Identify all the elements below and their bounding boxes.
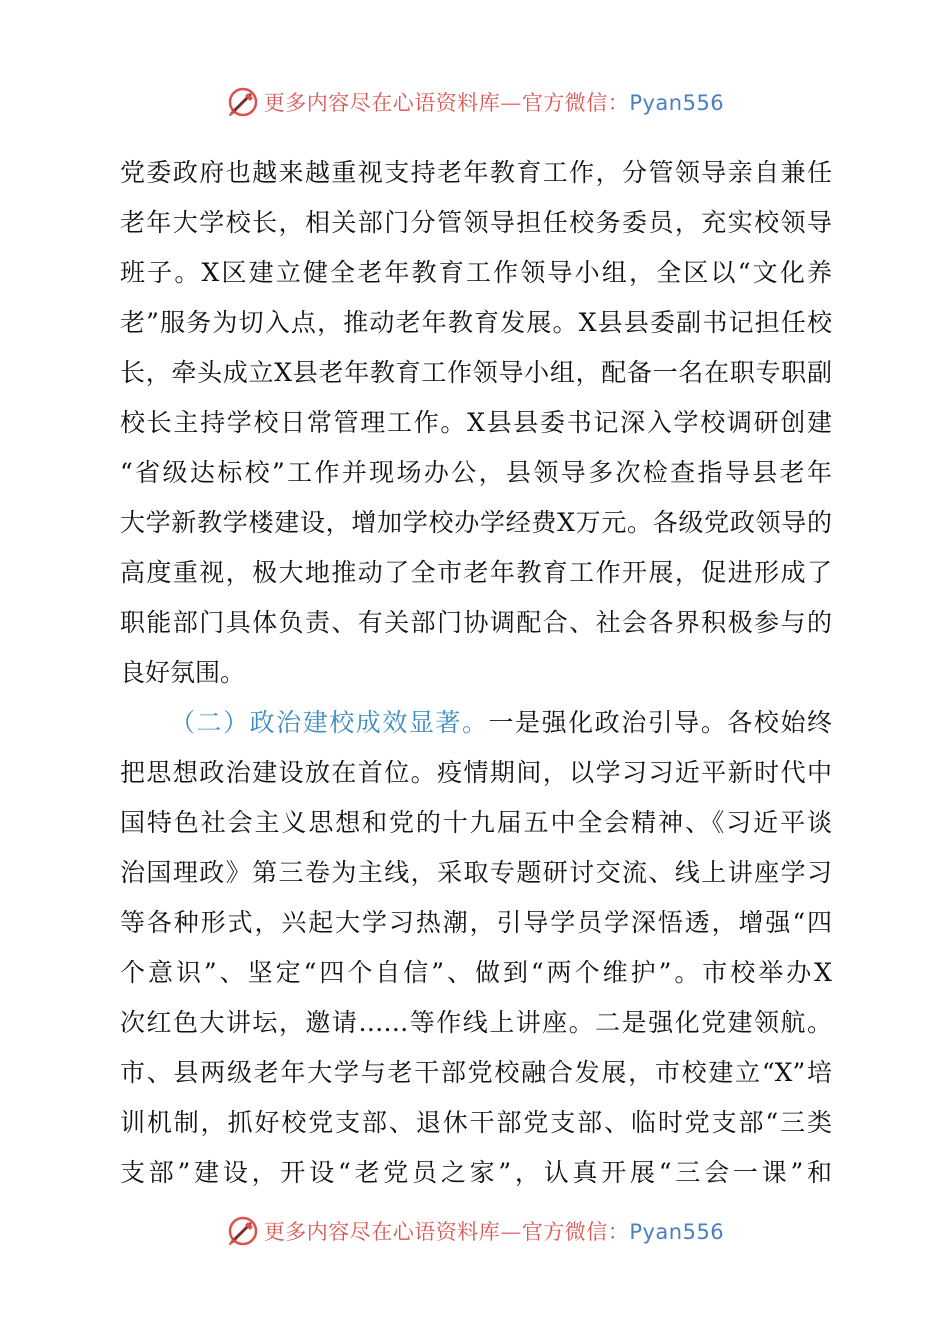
- pen-logo-icon: [226, 1214, 260, 1248]
- text-line: 校长主持学校日常管理工作。X县县委书记深入学校调研创建: [120, 408, 832, 437]
- text-line: 良好氛围。: [120, 658, 246, 687]
- text-line: 把思想政治建设放在首位。疫情期间，以学习习近平新时代中: [120, 758, 832, 787]
- text-line: 党委政府也越来越重视支持老年教育工作，分管领导亲自兼任: [120, 158, 832, 187]
- text-line: 老”服务为切入点，推动老年教育发展。X县县委副书记担任校: [120, 308, 832, 337]
- text-line: 治国理政》第三卷为主线，采取专题研讨交流、线上讲座学习: [120, 858, 832, 887]
- text-line: 老年大学校长，相关部门分管领导担任校务委员，充实校领导: [120, 208, 832, 237]
- document-body: [120, 148, 832, 1198]
- watermark-text: 更多内容尽在心语资料库—官方微信：Pyan556: [263, 91, 725, 115]
- text-span: 一是强化政治引导。各校始终: [488, 708, 832, 737]
- text-line: 个意识”、坚定“四个自信”、做到“两个维护”。市校举办X: [120, 958, 832, 987]
- section-heading-line: [120, 698, 832, 748]
- text-line: 训机制，抓好校党支部、退休干部党支部、临时党支部“三类: [120, 1108, 832, 1137]
- text-line: 大学新教学楼建设，增加学校办学经费X万元。各级党政领导的: [120, 508, 832, 537]
- pen-logo-icon: [226, 85, 260, 119]
- text-line: “省级达标校”工作并现场办公，县领导多次检查指导县老年: [120, 458, 832, 487]
- section-heading: （二）政治建校成效显著。: [170, 708, 489, 737]
- text-line: 班子。X区建立健全老年教育工作领导小组，全区以“文化养: [120, 258, 832, 287]
- text-line: 长，牵头成立X县老年教育工作领导小组，配备一名在职专职副: [120, 358, 832, 387]
- text-line: 职能部门具体负责、有关部门协调配合、社会各界积极参与的: [120, 608, 832, 637]
- watermark-banner-top: [0, 82, 950, 122]
- text-line: 国特色社会主义思想和党的十九届五中全会精神、《习近平谈: [120, 808, 832, 837]
- text-line: 高度重视，极大地推动了全市老年教育工作开展，促进形成了: [120, 558, 832, 587]
- text-line: 市、县两级老年大学与老干部党校融合发展，市校建立“X”培: [120, 1058, 832, 1087]
- watermark-banner-bottom: [0, 1211, 950, 1251]
- text-line: 等各种形式，兴起大学习热潮，引导学员学深悟透，增强“四: [120, 908, 832, 937]
- watermark-text: 更多内容尽在心语资料库—官方微信：Pyan556: [263, 1220, 725, 1244]
- text-line: 支部”建设，开设“老党员之家”，认真开展“三会一课”和: [120, 1158, 832, 1187]
- text-line: 次红色大讲坛，邀请……等作线上讲座。二是强化党建领航。: [120, 1008, 832, 1037]
